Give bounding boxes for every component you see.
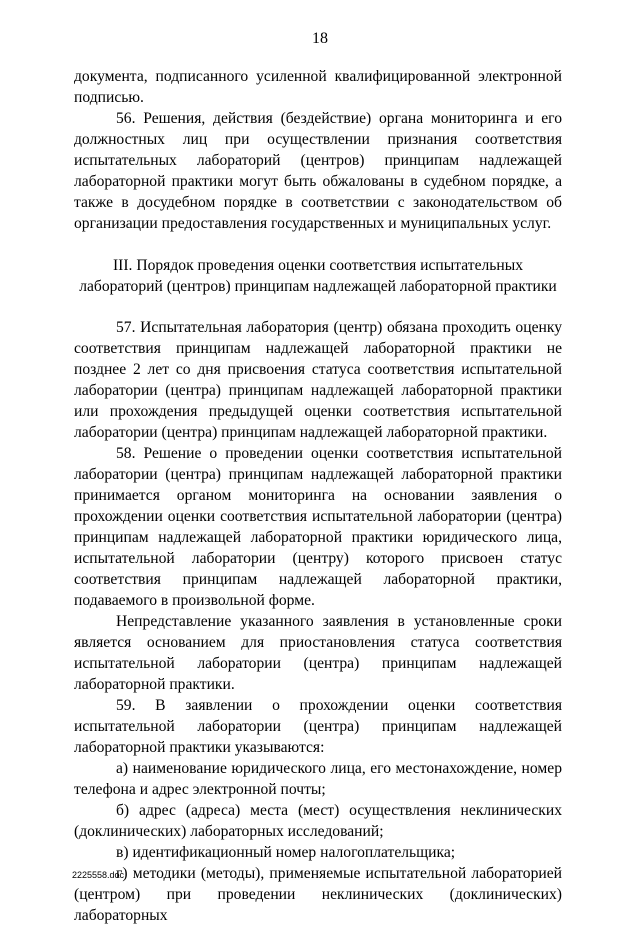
file-name-footer: 2225558.doc — [72, 870, 125, 880]
paragraph-59: 59. В заявлении о прохождении оценки соответствия испытательной лаборатории (центра) принципам надлежащей лабораторной практики указываются: — [74, 697, 562, 756]
paragraph-59-b: б) адрес (адреса) места (мест) осуществления неклинических (доклинических) лабораторных исследований; — [74, 802, 562, 840]
paragraph-57: 57. Испытательная лаборатория (центр) обязана проходить оценку соответствия принципам надлежащей лабораторной практики не позднее 2 лет со дня присвоения статуса соответствия испытательной лаборатории (центра) принципам надлежащей лабораторной практики или прохождения предыдущей оценки соответствия испытательной лаборатории (центра) принципам надлежащей лабораторной практики. — [74, 319, 562, 441]
paragraph-59-d: г) методики (методы), применяемые испытательной лабораторией (центром) при проведении неклинических (доклинических) лабораторных — [74, 865, 562, 924]
paragraph-59-c: в) идентификационный номер налогоплательщика; — [116, 844, 456, 861]
section-heading: III. Порядок проведения оценки соответствия испытательных лабораторий (центров) принципам надлежащей лабораторной практики — [79, 257, 557, 295]
paragraph-59-a: а) наименование юридического лица, его местонахождение, номер телефона и адрес электронной почты; — [74, 760, 562, 798]
paragraph-56: 56. Решения, действия (бездействие) органа мониторинга и его должностных лиц при осуществлении признания соответствия испытательных лабораторий (центров) принципам надлежащей лабораторной практики могут быть обжалованы в судебном порядке, а также в досудебном порядке в соответствии с законодательством об организации предоставления государственных и муниципальных услуг. — [74, 110, 562, 232]
paragraph-58: 58. Решение о проведении оценки соответствия испытательной лаборатории (центра) принципам надлежащей лабораторной практики принимается органом мониторинга на основании заявления о прохождении оценки соответствия испытательной лаборатории (центра) принципам надлежащей лабораторной практики юридического лица, испытательной лаборатории (центру) которого присвоен статус соответствия принципам надлежащей лабораторной практики, подаваемого в произвольной форме. — [74, 445, 562, 609]
paragraph-continuation: документа, подписанного усиленной квалифицированной электронной подписью. — [74, 68, 562, 106]
document-body — [74, 66, 562, 926]
page-number: 18 — [312, 30, 328, 47]
paragraph-58-non-submission: Непредставление указанного заявления в установленные сроки является основанием для приостановления статуса соответствия испытательной лаборатории (центра) принципам надлежащей лабораторной практики. — [74, 613, 562, 693]
